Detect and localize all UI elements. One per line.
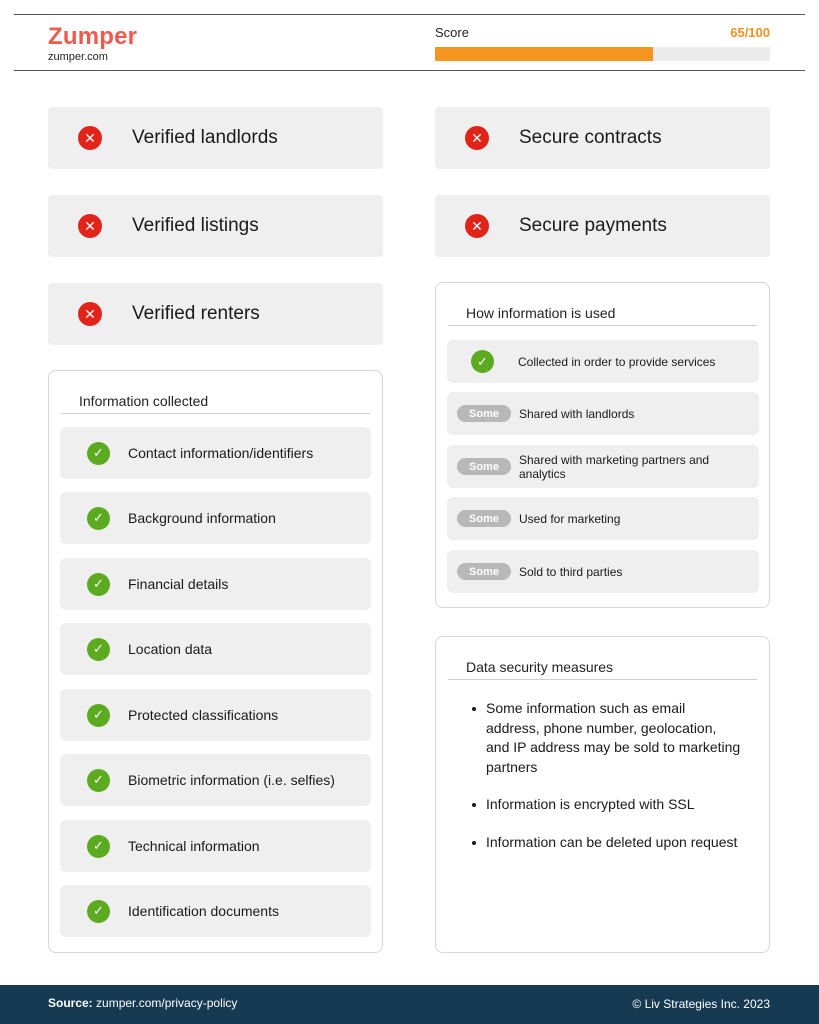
brand-name: Zumper [48,23,138,50]
footer [0,985,819,1024]
usage-label: Shared with landlords [519,406,635,421]
score-label: Score [435,25,469,40]
x-icon: ✕ [78,214,102,238]
info-collected-title: Information collected [61,393,370,414]
info-label: Contact information/identifiers [128,445,314,461]
list-item [447,497,759,540]
score-value: 65/100 [730,25,770,40]
x-icon: ✕ [465,126,489,150]
check-icon: ✓ [87,442,110,465]
feature-verified-renters [48,283,383,345]
feature-label: Verified renters [132,303,260,324]
source-label: Source: [48,996,93,1010]
list-item [60,623,371,675]
x-icon: ✕ [78,302,102,326]
feature-secure-contracts [435,107,770,169]
score-bar-fill [435,47,653,61]
usage-label: Collected in order to provide services [518,354,716,369]
list-item [60,885,371,937]
list-item [60,689,371,741]
header [14,14,805,71]
list-item [60,820,371,872]
info-label: Biometric information (i.e. selfies) [128,772,335,788]
check-icon: ✓ [87,507,110,530]
feature-verified-landlords [48,107,383,169]
info-collected-panel [48,370,383,953]
check-icon: ✓ [87,704,110,727]
brand-url: zumper.com [48,51,108,63]
info-label: Identification documents [128,903,279,919]
brand [48,23,137,63]
list-item [447,340,759,383]
feature-secure-payments [435,195,770,257]
usage-label: Sold to third parties [519,564,623,579]
security-panel [435,636,770,953]
info-label: Protected classifications [128,707,279,723]
feature-label: Verified landlords [132,127,278,148]
list-item [447,392,759,435]
list-item [60,427,371,479]
security-list [472,699,742,870]
score-bar [435,47,770,61]
some-badge: Some [457,563,511,580]
check-icon: ✓ [87,573,110,596]
check-icon: ✓ [87,638,110,661]
info-usage-title: How information is used [448,305,757,326]
list-item [447,550,759,593]
feature-verified-listings [48,195,383,257]
feature-label: Secure payments [519,215,667,236]
list-item: Information can be deleted upon request [472,833,742,853]
usage-label: Shared with marketing partners and analytics [518,452,710,481]
check-icon: ✓ [471,350,494,373]
list-item [60,558,371,610]
info-label: Location data [128,641,213,657]
info-label: Technical information [128,838,260,854]
info-label: Background information [128,510,276,526]
check-icon: ✓ [87,835,110,858]
list-item: Information is encrypted with SSL [472,795,742,815]
some-badge: Some [457,405,511,422]
info-label: Financial details [128,576,229,592]
check-icon: ✓ [87,900,110,923]
footer-source [48,996,237,1010]
list-item [60,754,371,806]
info-usage-panel [435,282,770,608]
x-icon: ✕ [465,214,489,238]
source-url: zumper.com/privacy-policy [96,996,238,1010]
security-title: Data security measures [448,659,757,680]
list-item [60,492,371,544]
feature-label: Secure contracts [519,127,662,148]
list-item [447,445,759,488]
feature-label: Verified listings [132,215,259,236]
copyright: © Liv Strategies Inc. 2023 [632,997,770,1011]
usage-label: Used for marketing [519,511,621,526]
x-icon: ✕ [78,126,102,150]
list-item: Some information such as email address, phone number, geolocation, and IP address may be sold to marketing partners [472,699,742,777]
some-badge: Some [457,510,511,527]
check-icon: ✓ [87,769,110,792]
some-badge: Some [457,458,511,475]
